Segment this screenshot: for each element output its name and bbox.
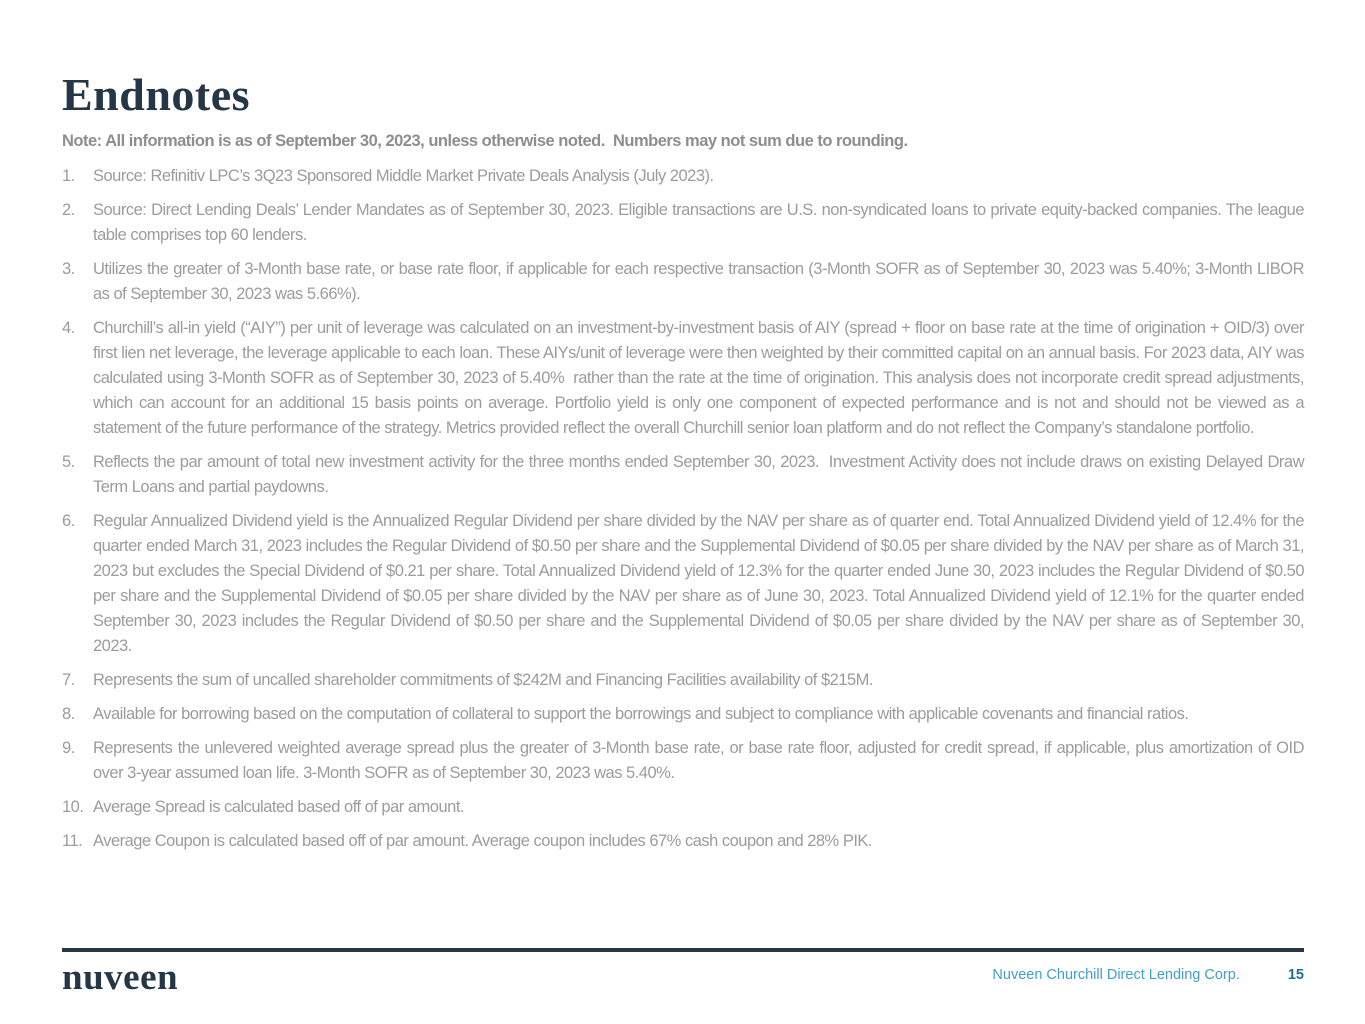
endnote-number: 5. bbox=[62, 453, 75, 471]
endnote-number: 8. bbox=[62, 705, 75, 723]
endnote-item bbox=[62, 736, 1304, 786]
endnote-item bbox=[62, 198, 1304, 248]
endnote-item bbox=[62, 316, 1304, 441]
endnote-number: 11. bbox=[62, 832, 83, 850]
endnote-number: 2. bbox=[62, 201, 75, 219]
endnote-text: Churchill’s all-in yield (“AIY”) per unit of leverage was calculated on an investment-by-investment basis of AIY (spread + floor on base rate at the time of origination + OID/3) over first lien net leverage, the leverage applicable to each loan. These AIYs/unit of leverage were then weighted by their committed capital on an annual basis. For 2023 data, AIY was calculated using 3-Month SOFR as of September 30, 2023 of 5.40% rather than the rate at the time of origination. This analysis does not incorporate credit spread adjustments, which can account for an additional 15 basis points on average. Portfolio yield is only one component of expected performance and is not and should not be viewed as a statement of the future performance of the strategy. Metrics provided reflect the overall Churchill senior loan platform and do not reflect the Company’s standalone portfolio. bbox=[93, 319, 1304, 437]
endnote-number: 7. bbox=[62, 671, 75, 689]
endnote-text: Average Coupon is calculated based off of par amount. Average coupon includes 67% cash coupon and 28% PIK. bbox=[93, 832, 872, 850]
page-number: 15 bbox=[1287, 967, 1304, 983]
endnotes-list bbox=[62, 164, 1304, 854]
endnote-number: 10. bbox=[62, 798, 84, 816]
endnote-item bbox=[62, 702, 1304, 727]
footer-row bbox=[62, 959, 1304, 998]
endnote-text: Utilizes the greater of 3-Month base rate, or base rate floor, if applicable for each respective transaction (3-Month SOFR as of September 30, 2023 was 5.40%; 3-Month LIBOR as of September 30, 2023 was 5.66%). bbox=[93, 260, 1304, 303]
nuveen-logo: nuveen bbox=[62, 957, 179, 998]
footer-right bbox=[992, 967, 1304, 983]
endnote-item bbox=[62, 668, 1304, 693]
endnote-text: Available for borrowing based on the computation of collateral to support the borrowings and subject to compliance with applicable covenants and financial ratios. bbox=[93, 705, 1189, 723]
endnote-item bbox=[62, 450, 1304, 500]
endnote-text: Regular Annualized Dividend yield is the Annualized Regular Dividend per share divided by the NAV per share as of quarter end. Total Annualized Dividend yield of 12.4% for the quarter ended March 31, 2023 includes the Regular Dividend of $0.50 per share and the Supplemental Dividend of $0.05 per share divided by the NAV per share as of March 31, 2023 but excludes the Special Dividend of $0.21 per share. Total Annualized Dividend yield of 12.3% for the quarter ended June 30, 2023 includes the Regular Dividend of $0.50 per share and the Supplemental Dividend of $0.05 per share divided by the NAV per share as of June 30, 2023. Total Annualized Dividend yield of 12.1% for the quarter ended September 30, 2023 includes the Regular Dividend of $0.50 per share and the Supplemental Dividend of $0.05 per share divided by the NAV per share as of September 30, 2023. bbox=[93, 512, 1304, 655]
footer bbox=[62, 948, 1304, 998]
endnote-item bbox=[62, 829, 1304, 854]
endnote-text: Source: Direct Lending Deals’ Lender Mandates as of September 30, 2023. Eligible transactions are U.S. non-syndicated loans to private equity-backed companies. The league table comprises top 60 lenders. bbox=[93, 201, 1304, 244]
slide-content bbox=[62, 70, 1304, 863]
endnote-text: Reflects the par amount of total new investment activity for the three months ended September 30, 2023. Investment Activity does not include draws on existing Delayed Draw Term Loans and partial paydowns. bbox=[93, 453, 1304, 496]
endnote-item bbox=[62, 164, 1304, 189]
endnote-number: 9. bbox=[62, 739, 75, 757]
endnote-item bbox=[62, 795, 1304, 820]
note-line: Note: All information is as of September 30, 2023, unless otherwise noted. Numbers may not sum due to rounding. bbox=[62, 132, 908, 150]
endnote-number: 4. bbox=[62, 319, 75, 337]
endnote-item bbox=[62, 257, 1304, 307]
endnote-text: Represents the unlevered weighted average spread plus the greater of 3-Month base rate, or base rate floor, adjusted for credit spread, if applicable, plus amortization of OID over 3-year assumed loan life. 3-Month SOFR as of September 30, 2023 was 5.40%. bbox=[93, 739, 1304, 782]
endnote-number: 1. bbox=[62, 167, 75, 185]
endnote-text: Represents the sum of uncalled shareholder commitments of $242M and Financing Facilities availability of $215M. bbox=[93, 671, 874, 689]
endnote-text: Source: Refinitiv LPC’s 3Q23 Sponsored Middle Market Private Deals Analysis (July 2023). bbox=[93, 167, 714, 185]
endnote-number: 6. bbox=[62, 512, 75, 530]
endnote-item bbox=[62, 509, 1304, 659]
footer-company-name: Nuveen Churchill Direct Lending Corp. bbox=[992, 967, 1240, 983]
footer-divider bbox=[62, 948, 1304, 952]
page-title: Endnotes bbox=[62, 69, 251, 120]
endnote-text: Average Spread is calculated based off of par amount. bbox=[93, 798, 464, 816]
endnote-number: 3. bbox=[62, 260, 75, 278]
